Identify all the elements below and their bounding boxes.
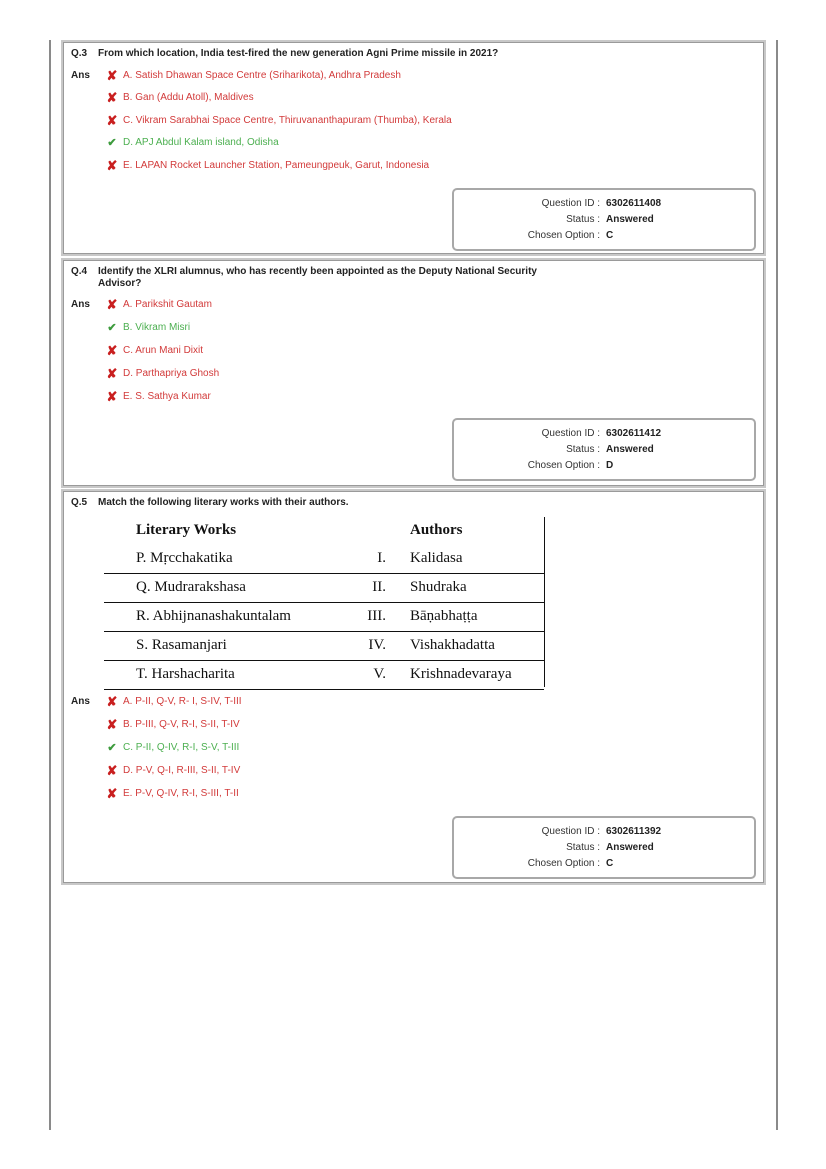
option-label: A. P-II, Q-V, R- I, S-IV, T-III <box>123 696 242 707</box>
table-row <box>104 632 544 661</box>
numeral-cell: IV. <box>368 637 386 653</box>
wrong-icon: ✘ <box>106 113 118 128</box>
chosen-option-label: Chosen Option : <box>527 460 600 471</box>
question-block-q3 <box>61 40 766 256</box>
option-label: D. P-V, Q-I, R-III, S-II, T-IV <box>123 765 241 776</box>
option-a <box>105 299 212 311</box>
wrong-icon: ✘ <box>106 694 118 709</box>
wrong-icon: ✘ <box>106 297 118 312</box>
status-value: Answered <box>606 444 654 455</box>
ans-label: Ans <box>71 299 90 310</box>
author-cell: Vishakhadatta <box>410 637 495 653</box>
question-id-label: Question ID : <box>541 198 600 209</box>
numeral-cell: III. <box>367 608 386 624</box>
question-text: Match the following literary works with their authors. <box>98 497 349 508</box>
option-c <box>105 742 239 754</box>
option-label: C. Arun Mani Dixit <box>123 345 204 356</box>
option-label: C. P-II, Q-IV, R-I, S-V, T-III <box>123 742 240 753</box>
option-label: B. Gan (Addu Atoll), Maldives <box>123 92 254 103</box>
question-text: From which location, India test-fired the new generation Agni Prime missile in 2021? <box>98 48 499 59</box>
work-cell: P. Mṛcchakatika <box>136 550 233 566</box>
author-cell: Kalidasa <box>410 550 463 566</box>
wrong-icon: ✘ <box>106 158 118 173</box>
work-cell: T. Harshacharita <box>136 666 235 682</box>
option-label: A. Parikshit Gautam <box>123 299 212 310</box>
table-header-row <box>104 517 544 545</box>
question-id-label: Question ID : <box>541 826 600 837</box>
status-value: Answered <box>606 842 654 853</box>
option-label: C. Vikram Sarabhai Space Centre, Thiruvananthapuram (Thumba), Kerala <box>123 115 452 126</box>
check-icon: ✔ <box>107 742 117 754</box>
table-row <box>104 661 544 690</box>
status-label: Status : <box>566 214 600 225</box>
ans-label: Ans <box>71 696 90 707</box>
wrong-icon: ✘ <box>106 763 118 778</box>
author-cell: Krishnadevaraya <box>410 666 512 682</box>
status-value: Answered <box>606 214 654 225</box>
option-e <box>105 391 211 403</box>
question-info-box <box>452 418 756 481</box>
question-number: Q.4 <box>71 266 88 277</box>
option-label: E. S. Sathya Kumar <box>123 391 211 402</box>
match-table <box>104 517 544 690</box>
question-info-box <box>452 188 756 251</box>
option-d <box>105 368 219 380</box>
table-row <box>104 574 544 603</box>
wrong-icon: ✘ <box>106 343 118 358</box>
wrong-icon: ✘ <box>106 786 118 801</box>
chosen-option-value: D <box>606 460 614 471</box>
option-label: E. LAPAN Rocket Launcher Station, Pameungpeuk, Garut, Indonesia <box>123 160 430 171</box>
work-cell: R. Abhijnanashakuntalam <box>136 608 291 624</box>
question-id-value: 6302611392 <box>606 826 662 837</box>
check-icon: ✔ <box>107 137 117 149</box>
table-row <box>104 545 544 574</box>
option-e <box>105 788 239 800</box>
numeral-cell: V. <box>373 666 386 682</box>
status-label: Status : <box>566 444 600 455</box>
chosen-option-value: C <box>606 230 614 241</box>
option-d <box>105 765 240 777</box>
option-a <box>105 70 401 82</box>
option-b <box>105 322 190 334</box>
option-d <box>105 137 279 149</box>
header-literary-works: Literary Works <box>136 522 237 538</box>
option-label: D. Parthapriya Ghosh <box>123 368 220 379</box>
wrong-icon: ✘ <box>106 90 118 105</box>
numeral-cell: II. <box>372 579 386 595</box>
option-c <box>105 115 452 127</box>
work-cell: S. Rasamanjari <box>136 637 227 653</box>
question-text: Identify the XLRI alumnus, who has recently been appointed as the Deputy National Security Advisor? <box>98 266 537 289</box>
wrong-icon: ✘ <box>106 68 118 83</box>
question-block-q5 <box>61 489 766 885</box>
wrong-icon: ✘ <box>106 389 118 404</box>
option-a <box>105 696 242 708</box>
question-block-q4 <box>61 258 766 488</box>
check-icon: ✔ <box>107 322 117 334</box>
author-cell: Bāṇabhaṭṭa <box>410 608 478 624</box>
numeral-cell: I. <box>377 550 386 566</box>
question-id-value: 6302611412 <box>606 428 662 439</box>
wrong-icon: ✘ <box>106 366 118 381</box>
work-cell: Q. Mudrarakshasa <box>136 579 246 595</box>
page-border-right <box>776 40 778 1130</box>
page-border-left <box>49 40 51 1130</box>
question-number: Q.3 <box>71 48 88 59</box>
chosen-option-label: Chosen Option : <box>527 858 600 869</box>
question-id-value: 6302611408 <box>606 198 662 209</box>
table-vertical-line <box>544 517 545 687</box>
wrong-icon: ✘ <box>106 717 118 732</box>
option-label: D. APJ Abdul Kalam island, Odisha <box>123 137 279 148</box>
option-e <box>105 160 429 172</box>
table-row <box>104 603 544 632</box>
ans-label: Ans <box>71 70 90 81</box>
option-label: B. Vikram Misri <box>123 322 191 333</box>
option-label: A. Satish Dhawan Space Centre (Sriharikota), Andhra Pradesh <box>123 70 401 81</box>
author-cell: Shudraka <box>410 579 467 595</box>
status-label: Status : <box>566 842 600 853</box>
question-info-box <box>452 816 756 879</box>
chosen-option-value: C <box>606 858 614 869</box>
option-label: E. P-V, Q-IV, R-I, S-III, T-II <box>123 788 239 799</box>
question-number: Q.5 <box>71 497 88 508</box>
header-authors: Authors <box>410 522 463 538</box>
option-c <box>105 345 203 357</box>
option-b <box>105 719 240 731</box>
question-id-label: Question ID : <box>541 428 600 439</box>
option-b <box>105 92 254 104</box>
chosen-option-label: Chosen Option : <box>527 230 600 241</box>
option-label: B. P-III, Q-V, R-I, S-II, T-IV <box>123 719 240 730</box>
